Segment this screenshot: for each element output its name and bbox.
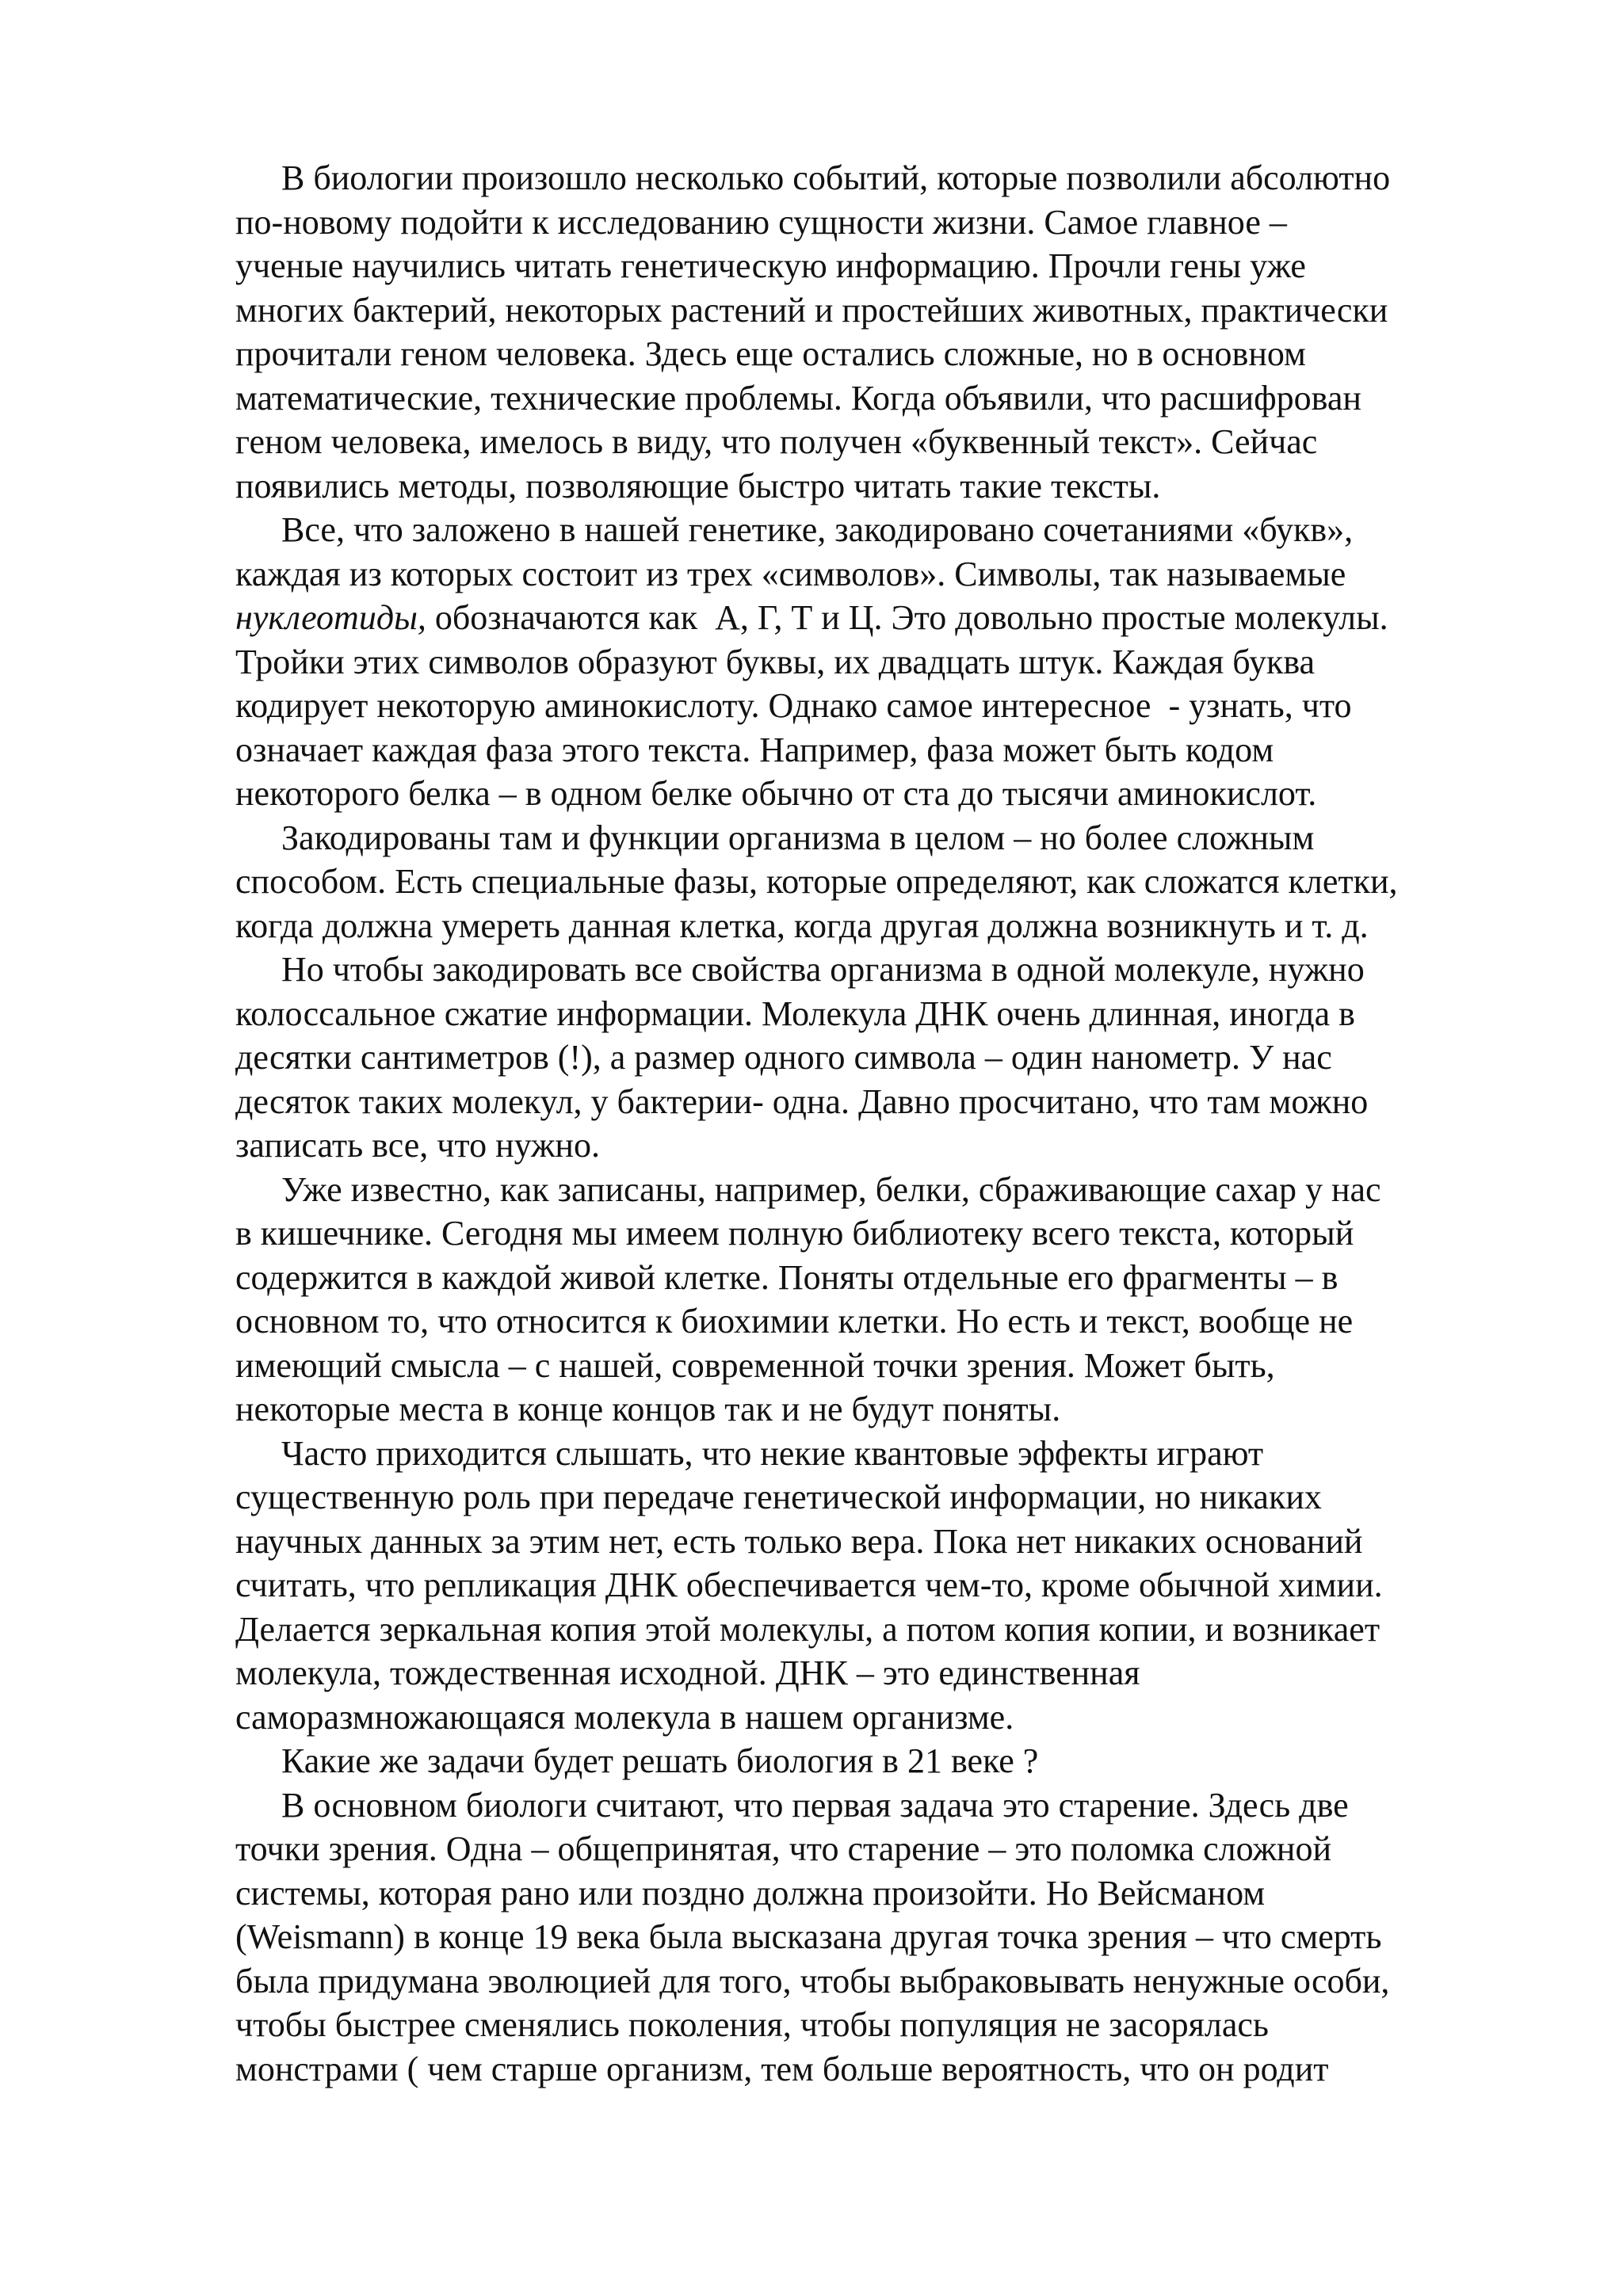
text-line: [235, 464, 1519, 509]
text-line: [235, 640, 1519, 685]
text-line: [235, 1344, 1519, 1388]
line-text: ученые научились читать генетическую информацию. Прочли гены уже: [235, 246, 1306, 285]
line-text: В основном биологи считают, что первая задача это старение. Здесь две: [281, 1785, 1349, 1825]
line-text: Закодированы там и функции организма в целом – но более сложным: [281, 818, 1315, 857]
text-line: [235, 948, 1519, 992]
line-text: Но чтобы закодировать все свойства организма в одной молекуле, нужно: [281, 950, 1365, 989]
text-line: [235, 1475, 1519, 1520]
line-text: была придумана эволюцией для того, чтобы выбраковывать ненужные особи,: [235, 1961, 1390, 2000]
line-text: геном человека, имелось в виду, что получен «буквенный текст». Сейчас: [235, 422, 1318, 461]
text-line: [235, 1959, 1519, 2004]
line-text: десяток таких молекул, у бактерии- одна. Давно просчитано, что там можно: [235, 1081, 1369, 1121]
line-text: десятки сантиметров (!), а размер одного символа – один нанометр. У нас: [235, 1038, 1332, 1077]
line-text: многих бактерий, некоторых растений и простейших животных, практически: [235, 290, 1388, 330]
text-line: [235, 1123, 1519, 1168]
text-line: [235, 420, 1519, 464]
line-text: некоторого белка – в одном белке обычно от ста до тысячи аминокислот.: [235, 774, 1317, 813]
line-text: Уже известно, как записаны, например, белки, сбраживающие сахар у нас: [281, 1169, 1381, 1209]
text-line: [235, 2003, 1519, 2047]
line-text: системы, которая рано или поздно должна произойти. Но Вейсманом: [235, 1873, 1266, 1913]
line-text: содержится в каждой живой клетке. Поняты отдельные его фрагменты – в: [235, 1257, 1338, 1297]
line-text: основном то, что относится к биохимии клетки. Но есть и текст, вообще не: [235, 1302, 1354, 1341]
line-text: некоторые места в конце концов так и не будут поняты.: [235, 1390, 1061, 1428]
text-line: [235, 904, 1519, 948]
line-text: имеющий смысла – с нашей, современной точки зрения. Может быть,: [235, 1345, 1275, 1385]
text-line: [235, 508, 1519, 552]
line-text: кодирует некоторую аминокислоту. Однако самое интересное - узнать, что: [235, 686, 1352, 725]
text-line: [235, 1739, 1519, 1783]
line-text: В биологии произошло несколько событий, которые позволили абсолютно: [281, 158, 1391, 197]
text-line: [235, 1871, 1519, 1916]
text-line: [235, 1520, 1519, 1564]
body-text: [235, 156, 1519, 2091]
text-line: [235, 1827, 1519, 1871]
line-text: означает каждая фаза этого текста. Например, фаза может быть кодом: [235, 730, 1274, 769]
text-line: [235, 1432, 1519, 1476]
text-line: [235, 332, 1519, 376]
text-line: [235, 376, 1519, 421]
text-line: [235, 1651, 1519, 1695]
line-text: по-новому подойти к исследованию сущности жизни. Самое главное –: [235, 202, 1287, 242]
line-text: в кишечнике. Сегодня мы имеем полную библиотеку всего текста, который: [235, 1214, 1354, 1253]
text-line: [235, 1256, 1519, 1300]
line-text: саморазмножающаяся молекула в нашем организме.: [235, 1697, 1014, 1737]
line-text: математические, технические проблемы. Когда объявили, что расшифрован: [235, 378, 1361, 418]
line-text: Часто приходится слышать, что некие квантовые эффекты играют: [281, 1433, 1264, 1473]
line-text: Делается зеркальная копия этой молекулы, а потом копия копии, и возникает: [235, 1609, 1381, 1649]
line-text: считать, что репликация ДНК обеспечивается чем-то, кроме обычной химии.: [235, 1566, 1383, 1604]
text-line: [235, 1387, 1519, 1432]
text-line: [235, 728, 1519, 772]
text-line: [235, 1211, 1519, 1256]
text-line: [235, 1299, 1519, 1344]
line-text: существенную роль при передаче генетической информации, но никаких: [235, 1478, 1322, 1516]
text-line: [235, 1608, 1519, 1652]
line-text: Все, что заложено в нашей генетике, закодировано сочетаниями «букв»,: [281, 510, 1354, 549]
line-text: научных данных за этим нет, есть только вера. Пока нет никаких оснований: [235, 1521, 1363, 1561]
text-line: [235, 684, 1519, 728]
text-line: [235, 288, 1519, 333]
text-line: [235, 860, 1519, 904]
line-text: обозначаются как А, Г, Т и Ц. Это довольно простые молекулы.: [426, 598, 1388, 637]
line-text: появились методы, позволяющие быстро читать такие тексты.: [235, 466, 1161, 505]
text-line: [235, 156, 1519, 200]
text-line: [235, 596, 1519, 640]
text-line: [235, 992, 1519, 1036]
text-line: [235, 1915, 1519, 1959]
line-text: прочитали геном человека. Здесь еще остались сложные, но в основном: [235, 334, 1306, 373]
line-text: точки зрения. Одна – общепринятая, что старение – это поломка сложной: [235, 1829, 1332, 1868]
text-line: [235, 244, 1519, 288]
text-line: [235, 1168, 1519, 1212]
line-text: записать все, что нужно.: [235, 1126, 600, 1165]
line-text: Какие же задачи будет решать биология в 21 веке ?: [281, 1741, 1039, 1780]
text-line: [235, 772, 1519, 816]
line-text: молекула, тождественная исходной. ДНК – это единственная: [235, 1653, 1140, 1692]
line-text: колоссальное сжатие информации. Молекула ДНК очень длинная, иногда в: [235, 994, 1355, 1033]
line-text: когда должна умереть данная клетка, когда другая должна возникнуть и т. д.: [235, 906, 1369, 945]
line-text: (Weismann) в конце 19 века была высказана другая точка зрения – что смерть: [235, 1917, 1382, 1956]
text-line: [235, 1035, 1519, 1080]
line-text: способом. Есть специальные фазы, которые определяют, как сложатся клетки,: [235, 862, 1398, 901]
line-text: Тройки этих символов образуют буквы, их двадцать штук. Каждая буква: [235, 642, 1316, 681]
line-text: каждая из которых состоит из трех «символов». Символы, так называемые: [235, 554, 1346, 593]
text-line: [235, 1695, 1519, 1740]
text-line: [235, 816, 1519, 860]
text-line: [235, 2047, 1519, 2092]
text-line: [235, 552, 1519, 597]
text-line: [235, 1563, 1519, 1608]
text-line: [235, 1080, 1519, 1124]
text-line: [235, 200, 1519, 245]
line-text: чтобы быстрее сменялись поколения, чтобы популяция не засорялась: [235, 2005, 1269, 2044]
italic-term: нуклеотиды,: [235, 598, 426, 637]
text-line: [235, 1783, 1519, 1828]
line-text: монстрами ( чем старше организм, тем больше вероятность, что он родит: [235, 2049, 1329, 2088]
